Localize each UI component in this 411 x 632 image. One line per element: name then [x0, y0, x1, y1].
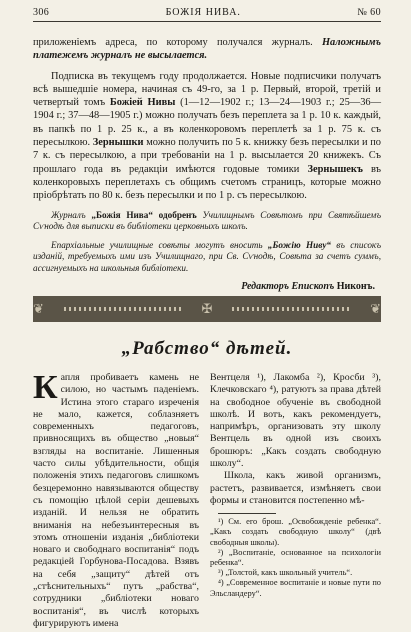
- subscription-text-3: можно получить по 5 к. книжку безъ пересылки и по 7 к. съ пересылкою, а при требованіи на 1 р. высылается 20 книжекъ. Съ прошлаго года въ редакціи имѣются годовые томики: [33, 137, 381, 175]
- ornament-icon: ❦: [370, 301, 381, 316]
- editor-signature: [33, 280, 381, 293]
- article-right-text-2: Школа, какъ живой организмъ, растетъ, развивается, измѣняетъ свои формы и становится постепенно мѣ-: [210, 470, 381, 506]
- lead-text: приложеніемъ адреса, по которому получался журналъ.: [33, 37, 313, 48]
- footnote-item: ⁴) „Современное воспитаніе и новые пути по Эльсландеру“.: [210, 578, 381, 598]
- subscription-text-1: Подписка въ текущемъ году продолжается. Новые подписчики получатъ всѣ вышедшіе номера, начиная съ 49-го, за 1 р. Первый, второй, третій и четвертый томъ: [33, 70, 381, 109]
- footnote-rule: [218, 513, 276, 514]
- article-column-right: [210, 372, 381, 599]
- approval-bold: „Божія Нива“ одобренъ: [91, 209, 197, 220]
- editor-label: Редакторъ Епископъ: [241, 280, 335, 292]
- footnote-item: ¹) См. его брош. „Освобожденіе ребенка“. „Какъ создать свободную школу“ (двѣ свободныя школы).: [210, 517, 381, 547]
- subscription-bold-3: Зернышекъ: [307, 163, 363, 175]
- subscription-bold-2: Зернышки: [92, 137, 144, 149]
- cross-icon: ✠: [201, 301, 213, 316]
- diocesan-text-a: Епархіальные училищные совѣты могутъ вносить: [51, 239, 263, 250]
- footnotes: [210, 517, 381, 599]
- diocesan-paragraph: [33, 240, 381, 275]
- subscription-bold-1: Божіей Нивы: [109, 97, 176, 109]
- subscription-text-4: въ коленкоровыхъ переплетахъ съ общимъ счетомъ страницъ, которые можно пріобрѣтать по 80 к. безъ пересылки и по 1 р. съ пересылкою.: [33, 163, 381, 202]
- article-paragraph: [33, 369, 199, 630]
- page-number: 306: [33, 7, 50, 18]
- header-rule: [33, 21, 381, 22]
- ornament-bar: [232, 307, 350, 311]
- subscription-notice: [33, 36, 381, 293]
- subscription-paragraph: [33, 70, 381, 203]
- drop-cap: К: [33, 369, 58, 406]
- footnote-item: ²) „Воспитаніе, основанное на психологіи ребенка“.: [210, 547, 381, 568]
- ornament-icon: ❦: [33, 301, 44, 316]
- approval-text-b: Училищнымъ Совѣтомъ при Святѣйшемъ Сѵнодѣ для выписки въ библіотеки церковныхъ школъ.: [33, 209, 382, 232]
- subscription-text-2: (1—12—1902 г.; 13—24—1903 г.; 25—36—1904 г.; 37—48—1905 г.) можно получать безъ переплета за 1 р. 10 к. каждый, въ папкѣ по 1 р. 25 к., а въ коленкоровомъ переплетѣ за 1 р. 75 к. съ пересылкою.: [33, 97, 381, 149]
- issue-number: № 60: [357, 7, 381, 18]
- ornament-bar: [64, 307, 182, 311]
- article-title: „Рабство“ дѣтей.: [121, 338, 293, 359]
- article-right-text-1: Вентцеля ¹), Лакомба ²), Кросби ³), Клечковскаго ⁴), ратуютъ за права дѣтей на свободное обученіе въ свободной школѣ. И вотъ, какъ рекомендуетъ, напримѣръ, организовать эту школу Вентцель въ одной изъ своихъ брошюръ: „Какъ создать свободную школу“.: [210, 372, 381, 470]
- footnote-item: ³) „Толстой, какъ школьный учитель“.: [218, 568, 353, 578]
- approval-paragraph: [33, 210, 381, 233]
- approval-text-a: Журналъ: [51, 209, 86, 220]
- lead-emphasis: Наложнымъ платежемъ журналъ не высылается.: [33, 37, 381, 62]
- journal-title: БОЖІЯ НИВА.: [165, 7, 241, 18]
- lead-paragraph: [33, 36, 381, 63]
- article-column-left: [33, 369, 199, 630]
- diocesan-text-b: въ списокъ изданій, требуемыхъ ими изъ Училищнаго, при Св. Сѵнодѣ, Совѣта за счетъ суммъ, ассигнуемыхъ на школьныя библіотеки.: [33, 239, 381, 273]
- editor-name: Никонъ.: [336, 280, 375, 292]
- decorative-banner: [33, 296, 381, 322]
- diocesan-bold: „Божію Ниву“: [267, 239, 332, 250]
- running-header: [33, 7, 381, 18]
- article-left-text: апля пробиваетъ камень не силою, но частымъ паденіемъ. Истина этого стараго изреченія не мало, кажется, соблазняетъ современныхъ педагоговъ, привносящихъ въ общество „новыя“ взгляды на воспитаніе. Лишенныя часто силы убѣдительности, общія положенія этихъ педагоговъ слишкомъ безцеремонно навязываются обществу съ помощію цѣлой серіи дешевыхъ изданій. И нельзя не обратить вниманія на небезъинтересныя въ этомъ отношеніи изданія „библіотеки новаго и свободнаго воспитанія“ подъ редакціей Горбунова-Посадова. Взявъ на себя „защиту“ дѣтей отъ „стѣснительныхъ“ путъ „рабства“, сотрудники „библіотеки новаго воспитанія“, въ числѣ которыхъ фигурируютъ имена: [33, 372, 199, 629]
